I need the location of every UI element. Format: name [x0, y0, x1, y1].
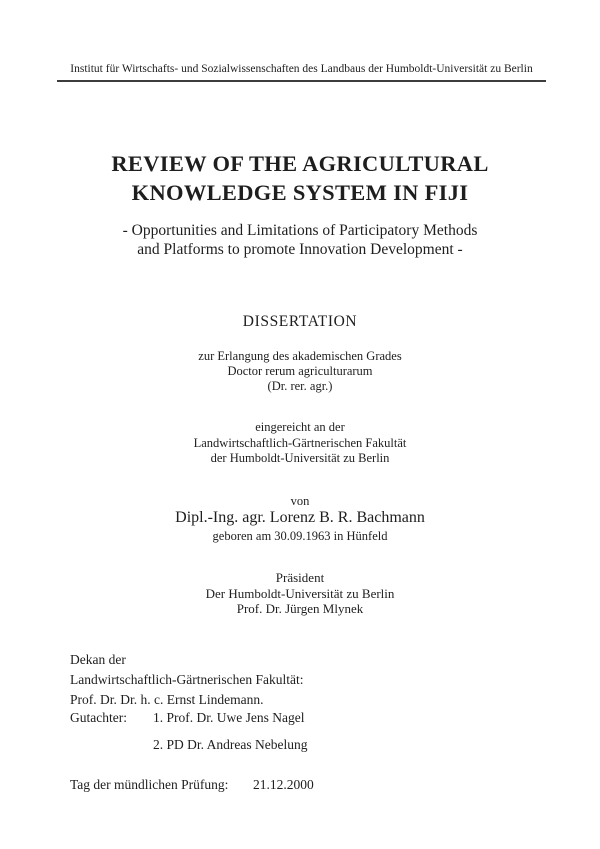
institute-name: Institut für Wirtschafts- und Sozialwissenschaften des Landbaus der Humboldt-Universität zu Berlin — [70, 63, 533, 75]
institute-header — [57, 62, 546, 82]
president-section — [0, 570, 600, 617]
dean-line-1: Dekan der — [70, 652, 126, 667]
page-title — [0, 150, 600, 207]
reviewer-row-1 — [70, 710, 510, 726]
reviewers-section — [70, 710, 510, 764]
reviewer-1: 1. Prof. Dr. Uwe Jens Nagel — [153, 710, 305, 725]
author-name: Dipl.-Ing. agr. Lorenz B. R. Bachmann — [175, 509, 425, 526]
submission-statement — [0, 420, 600, 467]
reviewer-row-2 — [70, 737, 510, 753]
president-name: Prof. Dr. Jürgen Mlynek — [236, 601, 364, 616]
degree-line-2: Doctor rerum agriculturarum — [227, 364, 373, 378]
dean-line-2: Landwirtschaftlich-Gärtnerischen Fakultät: — [70, 672, 304, 687]
degree-statement — [0, 349, 600, 394]
president-title: Präsident — [275, 570, 325, 585]
author-birth-info: geboren am 30.09.1963 in Hünfeld — [212, 529, 388, 543]
subtitle-line-1: - Opportunities and Limitations of Participatory Methods — [122, 222, 478, 239]
author-section — [0, 494, 600, 545]
reviewers-label: Gutachter: — [70, 710, 127, 725]
author-von-label: von — [290, 494, 310, 508]
submission-line-3: der Humboldt-Universität zu Berlin — [210, 451, 390, 465]
dean-section — [70, 650, 490, 710]
dissertation-label: DISSERTATION — [242, 313, 358, 330]
submission-line-1: eingereicht an der — [255, 420, 345, 434]
subtitle-line-2: and Platforms to promote Innovation Development - — [137, 241, 463, 258]
dean-line-3: Prof. Dr. Dr. h. c. Ernst Lindemann. — [70, 692, 264, 707]
reviewers-label-spacer — [70, 737, 153, 753]
president-institution: Der Humboldt-Universität zu Berlin — [205, 585, 395, 601]
defense-date-section — [70, 777, 530, 793]
title-line-2: KNOWLEDGE SYSTEM IN FIJI — [131, 179, 469, 205]
submission-line-2: Landwirtschaftlich-Gärtnerischen Fakultät — [193, 435, 407, 450]
degree-line-1: zur Erlangung des akademischen Grades — [198, 349, 402, 363]
degree-line-3: (Dr. rer. agr.) — [267, 379, 333, 393]
defense-date-label: Tag der mündlichen Prüfung: — [70, 777, 229, 792]
page-subtitle — [0, 221, 600, 259]
defense-date-value: 21.12.2000 — [253, 777, 314, 792]
reviewer-2: 2. PD Dr. Andreas Nebelung — [153, 737, 308, 752]
title-line-1: REVIEW OF THE AGRICULTURAL — [111, 151, 489, 176]
